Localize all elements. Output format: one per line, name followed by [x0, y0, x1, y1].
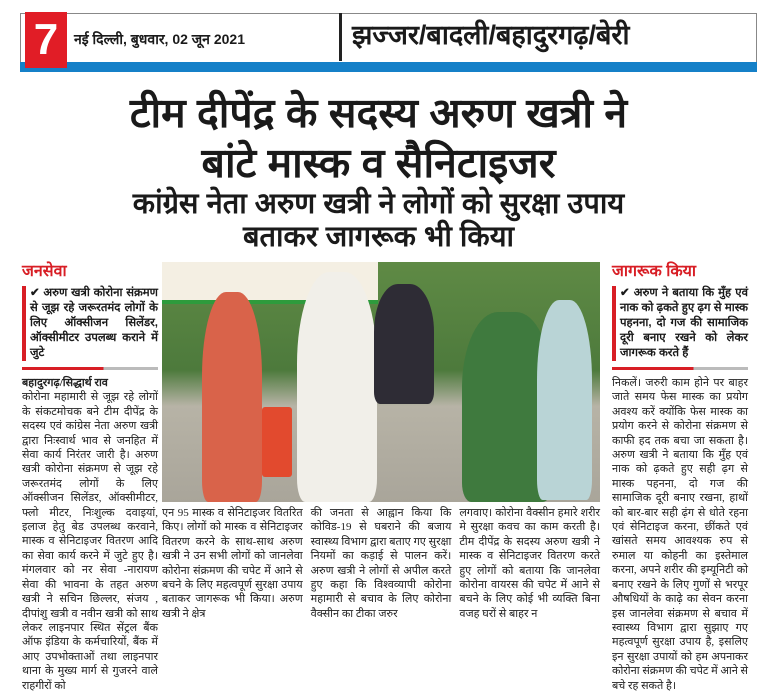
- right-callout: ✔ अरुण ने बताया कि मुँह एवं नाक को ढ़कते हुए ढ़ग से मास्क पहनना, दो गज की सामाजिक दूरी बनाए रखने को लेकर जागरूक करते हैं: [612, 286, 748, 361]
- subheadline-line1: कांग्रेस नेता अरुण खत्री ने लोगों को सुरक्षा उपाय: [132, 188, 625, 220]
- column-4: लगवाए। कोरोना वैक्सीन हमारे शरीर मे सुरक्षा कवच का काम करती है। टीम दीपेंद्र के सदस्य अरुण खत्री ने मास्क व सेनिटाइजर वितरण करते हुए लोगों को बताया कि जानलेवा कोरोना वायरस की चपेट में आने से बचने के लिए कोई भी व्यक्ति बिना वजह घरों से बाहर न: [459, 507, 600, 620]
- photo-person: [374, 284, 434, 404]
- left-kicker: जनसेवा: [22, 263, 67, 280]
- left-sidebar: [22, 262, 158, 693]
- news-photo: [162, 262, 600, 502]
- left-callout: ✔ अरुण खत्री कोरोना संक्रमण से जूझ रहे जरूरतमंद लोगों के लिए ऑक्सीजन सिलेंडर, ऑक्सीमीटर उपलब्ध कराने में जुटे: [22, 286, 158, 361]
- photo-person: [537, 300, 592, 500]
- left-column: [22, 376, 158, 693]
- headline-line1: टीम दीपेंद्र के सदस्य अरुण खत्री ने: [129, 90, 628, 136]
- center-columns: [162, 506, 600, 621]
- headline-block: [0, 88, 757, 254]
- right-column: निकलें। जरुरी काम होने पर बाहर जाते समय फेस मास्क का प्रयोग अवश्य करें क्योंकि फेस मास्क का प्रयोग करने से कोरोना संक्रमण से काफी हद तक बचा जा सकता है। अरुण खत्री ने बताया कि मुँह एवं नाक को ढ़कते हुए सही ढ़ग से मास्क पहनना, दो गज की सामाजिक दूरी बनाए रखना, हाथों को बार-बार सही ढ़ंग से धोते रहना एवं सेनिटाइज करना, छींकते एवं खांसते समय आवश्यक रुप से रुमाल या कोहनी का इस्तेमाल करना, अपने शरीर की इम्यूनिटी को बनाए रखने के लिए गुणों से भरपूर औषधियों के काढ़े का सेवन करना इस जानलेवा संक्रमण से बचाव में स्वास्थ्य विभाग द्वारा सुझाए गए महत्वपूर्ण सुरक्षा उपाय है, इसलिए इन सुरक्षा उपायों को हम अपनाकर कोरोना संक्रमण की चपेट में आने से बचे रह सकते है।: [612, 377, 748, 692]
- photo-person: [297, 272, 377, 502]
- left-body: कोरोना महामारी से जूझ रहे लोगों के संकटमोचक बने टीम दीपेंद्र के सदस्य एवं कांग्रेस नेता अरुण खत्री द्वारा निःस्वार्थ भाव से जनहित में सेवा कार्य निरंतर जारी है। अरुण खत्री कोरोना संक्रमण से जूझ रहे जरूरतमंद लोगों के लिए ऑक्सीजन सिलेंडर, ऑक्सीमीटर, फ्लो मीटर, निःशुल्क दवाइयां, इलाज हेतु बेड उपलब्ध करवाने, मास्क व सेनिटाइजर वितरण आदि का सेवा कार्य करने में जुटे हुए है। मंगलवार को नर सेवा -नारायण सेवा की भावना के तहत अरुण खत्री ने सचिन छिल्लर, संजय , दीपांशु खत्री व नवीन खत्री को साथ लेकर लाइनपार स्थित सेंट्रल बैंक ऑफ इंडिया के कर्मचारियों, बैंक में आए उपभोक्ताओं तथा लाइनपार थाना के मुख्य मार्ग से गुजरने वाले राहगीरों को: [22, 391, 158, 692]
- column-2: एन 95 मास्क व सेनिटाइजर वितरित किए। लोगों को मास्क व सेनिटाइजर वितरण करने के साथ-साथ अरुण खत्री ने उन सभी लोगों को जानलेवा कोरोना संक्रमण की चपेट में आने से बचने के लिए महत्वपूर्ण सुरक्षा उपाय बताकर जागरूक भी किया। अरुण खत्री ने क्षेत्र: [162, 507, 303, 620]
- dateline: नई दिल्ली, बुधवार, 02 जून 2021: [74, 31, 245, 47]
- left-rule: [22, 367, 158, 370]
- headline-line2: बांटे मास्क व सैनिटाइजर: [201, 140, 556, 186]
- byline: बहादुरगढ़/सिद्धार्थ राव: [22, 377, 108, 389]
- subheadline-line2: बताकर जागरूक भी किया: [242, 221, 515, 253]
- article-body: [22, 262, 755, 693]
- center-area: [162, 262, 600, 621]
- photo-bag: [262, 407, 292, 477]
- header-divider: [339, 13, 342, 61]
- header-bar: [20, 62, 757, 72]
- page-number: 7: [25, 12, 67, 68]
- photo-person: [202, 292, 262, 502]
- right-rule: [612, 367, 748, 370]
- column-3: की जनता से आह्वान किया कि कोविड-19 से घबराने की बजाय स्वास्थ्य विभाग द्वारा बताए गए सुरक्षा नियमों का कड़ाई से पालन करें। अरुण खत्री ने लोगों से अपील करते हुए कहा कि विश्वव्यापी कोरोना महामारी से बचाव के लिए कोरोना वैक्सीन का टीका जरुर: [310, 507, 452, 620]
- right-sidebar: [612, 262, 748, 693]
- section-title: झज्जर/बादली/बहादुरगढ़/बेरी: [352, 20, 630, 50]
- right-kicker: जागरूक किया: [612, 263, 697, 280]
